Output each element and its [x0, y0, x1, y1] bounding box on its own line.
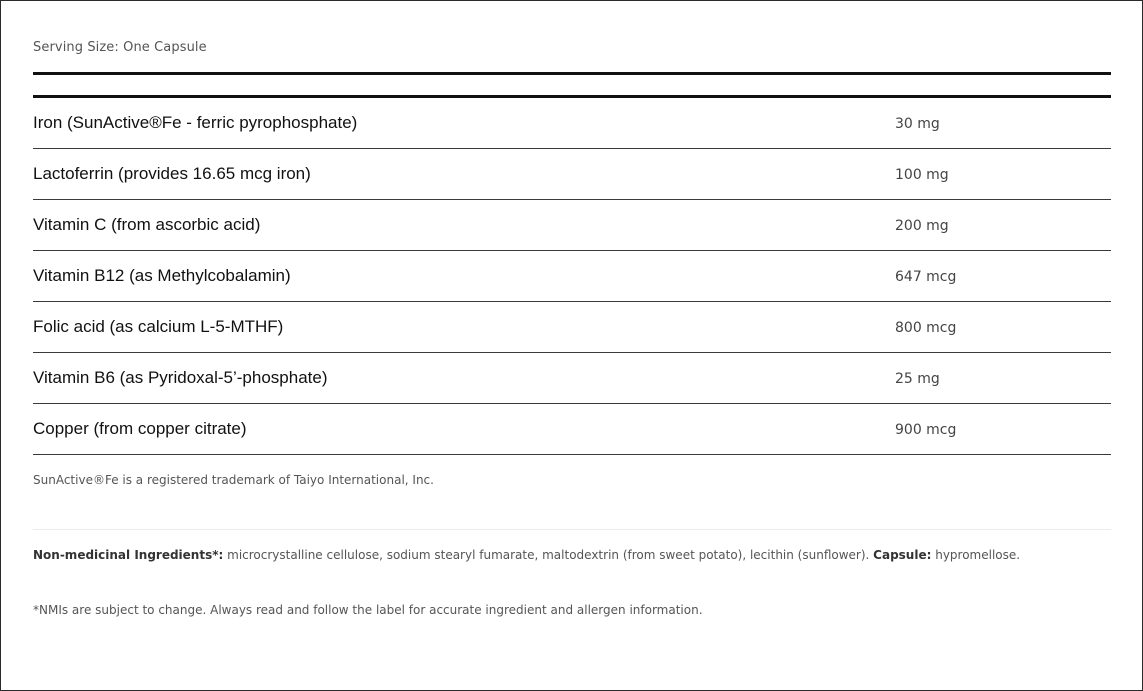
ingredient-row	[33, 404, 1111, 455]
ingredient-row	[33, 200, 1111, 251]
ingredient-name: Vitamin B6 (as Pyridoxal-5’-phosphate)	[33, 368, 328, 387]
ingredient-row	[33, 149, 1111, 200]
section-divider	[33, 529, 1111, 530]
ingredient-name: Iron (SunActive®Fe - ferric pyrophosphate)	[33, 113, 358, 132]
ingredient-name: Vitamin B12 (as Methylcobalamin)	[33, 266, 291, 285]
capsule-text: hypromellose.	[931, 548, 1021, 562]
ingredient-amount: 200 mg	[895, 218, 949, 234]
ingredient-row	[33, 302, 1111, 353]
ingredient-name: Folic acid (as calcium L-5-MTHF)	[33, 317, 284, 336]
ingredient-name: Vitamin C (from ascorbic acid)	[33, 215, 261, 234]
ingredient-row	[33, 98, 1111, 149]
capsule-label: Capsule:	[873, 548, 932, 562]
non-medicinal-text: microcrystalline cellulose, sodium stearyl fumarate, maltodextrin (from sweet potato), lecithin (sunflower).	[223, 548, 874, 562]
ingredient-amount: 30 mg	[895, 116, 940, 132]
ingredient-amount: 25 mg	[895, 371, 940, 387]
trademark-note: SunActive®Fe is a registered trademark of Taiyo International, Inc.	[33, 473, 434, 487]
ingredient-amount: 900 mcg	[895, 422, 957, 438]
ingredients-table	[33, 98, 1111, 455]
top-divider	[33, 72, 1111, 75]
ingredient-amount: 800 mcg	[895, 320, 957, 336]
ingredient-amount: 647 mcg	[895, 269, 957, 285]
non-medicinal-label: Non-medicinal Ingredients*:	[33, 548, 224, 562]
ingredient-name: Lactoferrin (provides 16.65 mcg iron)	[33, 164, 311, 183]
non-medicinal-ingredients	[33, 548, 1020, 562]
ingredient-name: Copper (from copper citrate)	[33, 419, 247, 438]
ingredient-row	[33, 353, 1111, 404]
nmi-disclaimer: *NMIs are subject to change. Always read and follow the label for accurate ingredient and allergen information.	[33, 603, 703, 617]
ingredient-amount: 100 mg	[895, 167, 949, 183]
serving-size: Serving Size: One Capsule	[33, 40, 207, 55]
ingredient-row	[33, 251, 1111, 302]
